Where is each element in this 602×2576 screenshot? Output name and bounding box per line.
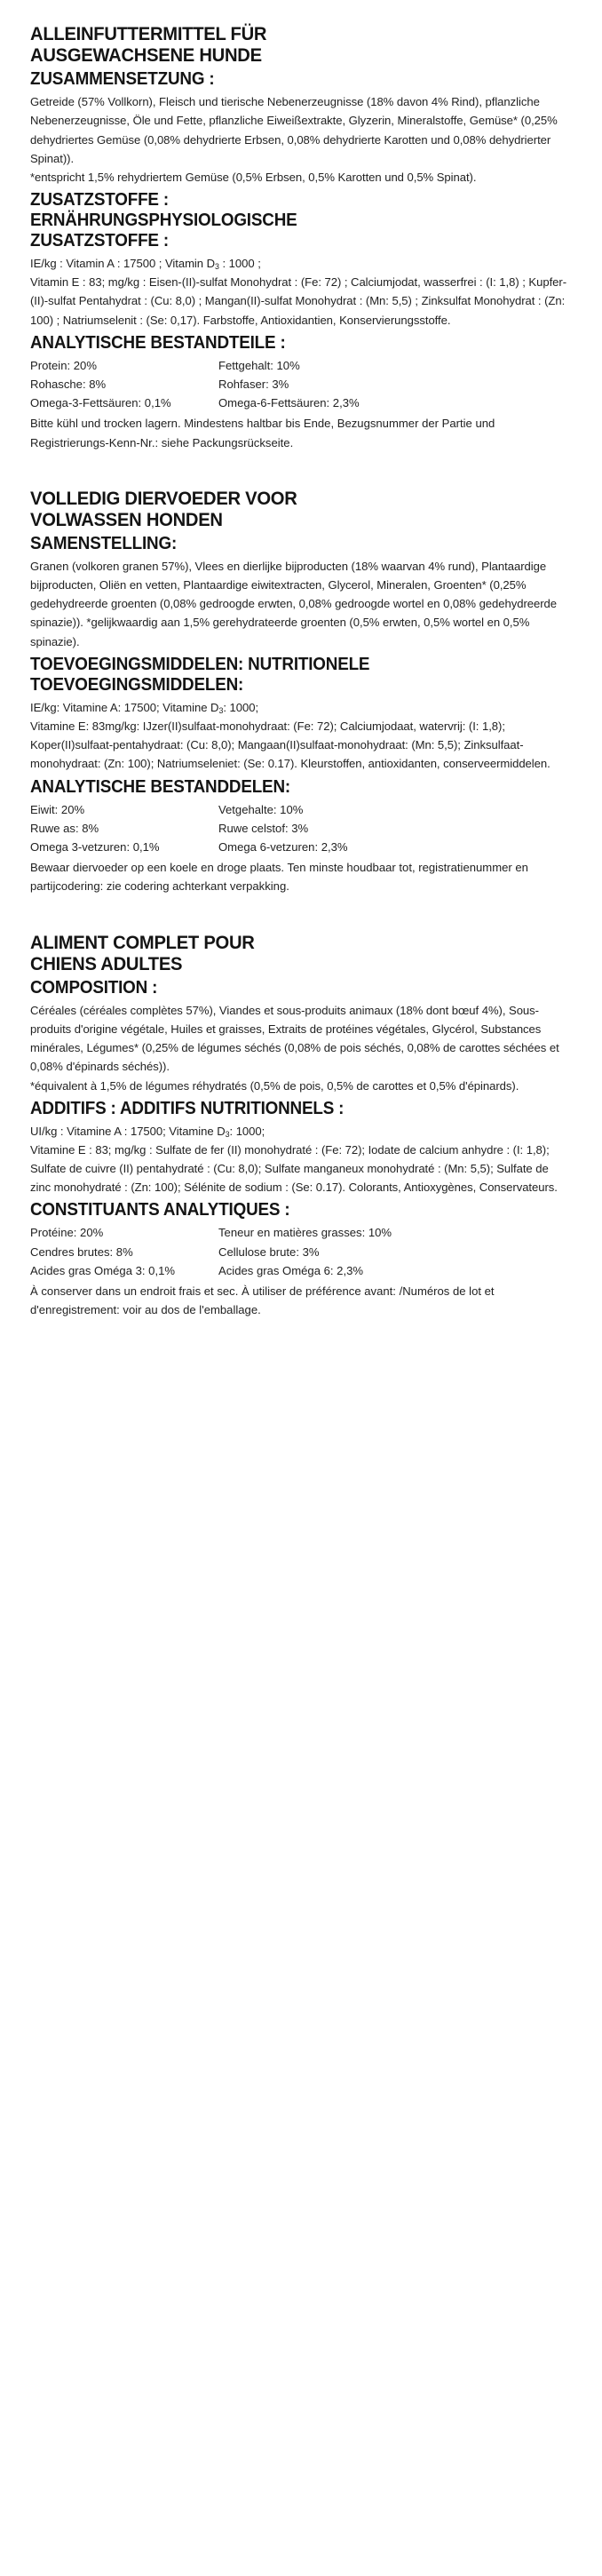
product-title-fr xyxy=(30,932,539,974)
analytics-cell: Rohfaser: 3% xyxy=(218,377,289,391)
language-section-nl xyxy=(30,488,572,896)
additives-body-fr: Vitamine E : 83; mg/kg : Sulfate de fer (II) monohydraté : (Fe: 72); Iodate de calcium anhydre : (I: 1,8); Sulfate de cuivre (II) pentahydraté : (Cu: 8,0); Sulfate manganeux monohydraté : (Mn: 5,5); Sulfate de zinc monohydraté : (Zn: 100); Sélénite de sodium : (Se: 0.17). Colorants, Antioxygènes, Conservateurs. xyxy=(30,1142,558,1195)
composition-heading-de: ZUSAMMENSETZUNG : xyxy=(30,68,215,90)
additives-vitamins-fr xyxy=(30,1122,572,1141)
additives-vitamins-post: : 1000; xyxy=(229,1124,265,1138)
additives-heading-line-3: ZUSATZSTOFFE : xyxy=(30,230,169,251)
additives-vitamins-post: : 1000; xyxy=(223,700,259,714)
additives-vitamins-pre: IE/kg : Vitamin A : 17500 ; Vitamin D xyxy=(30,256,216,270)
vitamin-d3-subscript: 3 xyxy=(215,262,219,272)
product-title-line-2: CHIENS ADULTES xyxy=(30,952,183,974)
product-title-line-1: ALIMENT COMPLET POUR xyxy=(30,931,255,953)
analytics-cell: Ruwe as: 8% xyxy=(30,821,99,835)
analytics-cell: Vetgehalte: 10% xyxy=(218,802,304,816)
product-title-line-2: AUSGEWACHSENE HUNDE xyxy=(30,44,262,67)
language-section-de xyxy=(30,23,572,452)
additives-heading-line-2: ERNÄHRUNGSPHYSIOLOGISCHE xyxy=(30,210,297,231)
analytics-cell: Cendres brutes: 8% xyxy=(30,1244,133,1259)
analytics-cell: Teneur en matières grasses: 10% xyxy=(218,1226,392,1240)
product-title-line-1: ALLEINFUTTERMITTEL FÜR xyxy=(30,23,267,44)
storage-note-nl: Bewaar diervoeder op een koele en droge plaats. Ten minste houdbaar tot, registratienummer en partijcodering: zie codering achterkant verpakking. xyxy=(30,861,528,894)
analytics-cell: Rohasche: 8% xyxy=(30,377,107,391)
composition-heading-fr: COMPOSITION : xyxy=(30,976,158,998)
vitamin-d3-subscript: 3 xyxy=(218,706,224,716)
analytics-cell: Omega-3-Fettsäuren: 0,1% xyxy=(30,396,171,410)
product-title-de xyxy=(30,23,539,66)
analytics-heading-de: ANALYTISCHE BESTANDTEILE : xyxy=(30,331,286,353)
additives-vitamins-pre: UI/kg : Vitamine A : 17500; Vitamine D xyxy=(30,1124,226,1138)
analytics-heading-fr: CONSTITUANTS ANALYTIQUES : xyxy=(30,1199,290,1220)
composition-footnote-de: *entspricht 1,5% rehydriertem Gemüse (0,5% Erbsen, 0,5% Karotten und 0,5% Spinat). xyxy=(30,170,477,184)
storage-note-de: Bitte kühl und trocken lagern. Mindestens haltbar bis Ende, Bezugsnummer der Partie und Registrierungs-Kenn-Nr.: siehe Packungsrückseite. xyxy=(30,417,495,449)
additives-vitamins-pre: IE/kg: Vitamine A: 17500; Vitamine D xyxy=(30,700,219,714)
analytics-cell: Protéine: 20% xyxy=(30,1226,104,1240)
product-title-nl xyxy=(30,488,539,530)
composition-body-nl: Granen (volkoren granen 57%), Vlees en dierlijke bijproducten (18% waarvan 4% rund), Plantaardige bijproducten, Oliën en vetten, Plantaardige eiwitextracten, Glycerol, Mineralen, Groenten* (0,25% gedehydreerde groenten (0,08% gedroogde erwten, 0,08% gedroogde wortel en 0,08% gedehydreerde spinazie)). *gelijkwaardig aan 1,5% gerehydrateerde groenten (0,5% erwten, 0,5% wortel en 0,5% spinazie). xyxy=(30,559,558,648)
additives-vitamins-post: : 1000 ; xyxy=(218,256,261,270)
additives-body-de: Vitamin E : 83; mg/kg : Eisen-(II)-sulfat Monohydrat : (Fe: 72) ; Calciumjodat, wasserfrei : (I: 1,8) ; Kupfer-(II)-sulfat Pentahydrat : (Cu: 8,0) ; Mangan(II)-sulfat Monohydrat : (Mn: 5,5) ; Zinksulfat Monohydrat : (Zn: 100) ; Natriumselenit : (Se: 0,17). Farbstoffe, Antioxidantien, Konservierungsstoffe. xyxy=(30,275,567,327)
analytics-cell: Fettgehalt: 10% xyxy=(218,358,300,372)
composition-footnote-fr: *équivalent à 1,5% de légumes réhydratés (0,5% de pois, 0,5% de carottes et 0,5% d'épinards). xyxy=(30,1078,519,1093)
analytics-cell: Ruwe celstof: 3% xyxy=(218,821,309,835)
analytics-cell: Omega-6-Fettsäuren: 2,3% xyxy=(218,396,360,410)
analytics-cell: Eiwit: 20% xyxy=(30,802,85,816)
analytics-cell: Omega 6-vetzuren: 2,3% xyxy=(218,839,348,854)
storage-note-fr: À conserver dans un endroit frais et sec. À utiliser de préférence avant: /Numéros de lot et d'enregistrement: voir au dos de l'emballage. xyxy=(30,1284,495,1317)
additives-heading-fr: ADDITIFS : ADDITIFS NUTRITIONNELS : xyxy=(30,1097,345,1118)
product-title-line-1: VOLLEDIG DIERVOEDER VOOR xyxy=(30,487,297,509)
additives-vitamins-de xyxy=(30,254,572,273)
composition-body-de: Getreide (57% Vollkorn), Fleisch und tierische Nebenerzeugnisse (18% davon 4% Rind), pflanzliche Nebenerzeugnisse, Öle und Fette, pflanzliche Eiweißextrakte, Glyzerin, Mineralstoffe, Gemüse* (0,25% dehydriertes Gemüse (0,08% dehydrierte Erbsen, 0,08% dehydrierte Karotten und 0,08% dehydrierter Spinat)). xyxy=(30,95,558,165)
additives-body-nl: Vitamine E: 83mg/kg: IJzer(II)sulfaat-monohydraat: (Fe: 72); Calciumjodaat, watervrij: (I: 1,8); Koper(II)sulfaat-pentahydraat: (Cu: 8,0); Mangaan(II)sulfaat-monohydraat: (Mn: 5,5); Zinksulfaat-monohydraat: (Zn: 100); Natriumseleniet: (Se: 0.17). Kleurstoffen, antioxidanten, conserveermiddelen. xyxy=(30,720,551,771)
analytics-cell: Omega 3-vetzuren: 0,1% xyxy=(30,839,160,854)
vitamin-d3-subscript: 3 xyxy=(225,1129,230,1139)
analytics-cell: Acides gras Oméga 6: 2,3% xyxy=(218,1263,364,1277)
composition-body-fr: Céréales (céréales complètes 57%), Viandes et sous-produits animaux (18% dont bœuf 4%), Sous-produits d'origine végétale, Huiles et graisses, Extraits de protéines végétales, Glycérol, Substances minérales, Légumes* (0,25% de légumes séchés (0,08% de pois séchés, 0,08% de carottes séchées et 0,08% d'épinards séchés)). xyxy=(30,1003,559,1074)
additives-heading-line-1: ZUSATZSTOFFE : xyxy=(30,189,169,211)
analytics-cell: Acides gras Oméga 3: 0,1% xyxy=(30,1263,176,1277)
composition-heading-nl: SAMENSTELLING: xyxy=(30,532,178,553)
analytics-table-fr xyxy=(30,1223,572,1280)
language-section-fr xyxy=(30,932,572,1320)
additives-heading-de xyxy=(30,190,528,251)
analytics-table-nl xyxy=(30,800,572,857)
analytics-cell: Cellulose brute: 3% xyxy=(218,1244,320,1259)
product-title-line-2: VOLWASSEN HONDEN xyxy=(30,508,223,530)
additives-heading-line-1: TOEVOEGINGSMIDDELEN: NUTRITIONELE xyxy=(30,653,370,674)
additives-vitamins-nl xyxy=(30,698,572,717)
additives-heading-nl xyxy=(30,655,528,696)
analytics-table-de xyxy=(30,356,572,413)
additives-heading-line-2: TOEVOEGINGSMIDDELEN: xyxy=(30,673,244,695)
analytics-cell: Protein: 20% xyxy=(30,358,97,372)
analytics-heading-nl: ANALYTISCHE BESTANDDELEN: xyxy=(30,775,290,797)
